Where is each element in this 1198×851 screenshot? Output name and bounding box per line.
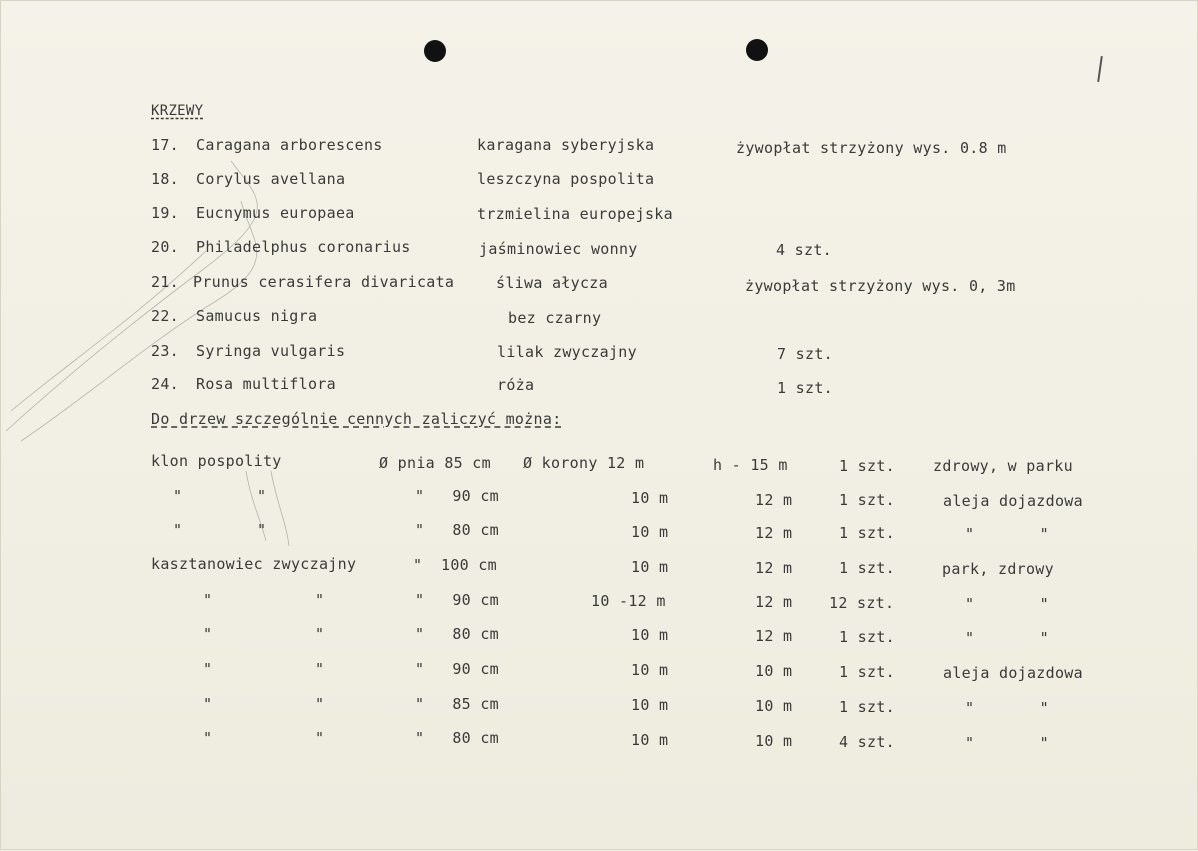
trunk-diameter: " 85 cm [415,695,499,713]
trees-heading: Do drzew szczególnie cennych zaliczyć można: [151,410,562,428]
tree-height: h - 15 m [713,456,788,474]
latin-name: Syringa vulgaris [196,342,346,360]
pen-mark [1097,56,1103,82]
polish-name: bez czarny [508,309,602,327]
tree-name: " " [173,487,267,505]
trunk-diameter: " 80 cm [415,521,499,539]
tree-remarks: " " [965,629,1049,647]
polish-name: jaśminowiec wonny [479,240,638,258]
trunk-diameter: " 90 cm [415,591,499,609]
trunk-diameter: " 100 cm [413,556,497,574]
tree-name: klon pospolity [151,452,282,470]
trunk-diameter: Ø pnia 85 cm [379,454,491,472]
tree-height: 12 m [755,593,793,611]
item-note: 4 szt. [776,241,832,259]
trunk-diameter: " 80 cm [415,625,499,643]
latin-name: Eucnymus europaea [196,204,355,222]
tree-height: 12 m [755,524,793,542]
tree-name: " " [203,695,325,713]
tree-remarks: " " [965,595,1049,613]
item-number: 24. [151,375,179,393]
crown-diameter: 10 m [631,523,669,541]
tree-count: 1 szt. [839,663,895,681]
tree-remarks: park, zdrowy [942,560,1054,578]
tree-count: 4 szt. [839,733,895,751]
tree-name: " " [203,729,325,747]
item-number: 20. [151,238,179,256]
tree-remarks: " " [965,699,1049,717]
item-note: 1 szt. [777,379,833,397]
crown-diameter: 10 m [631,696,669,714]
crown-diameter: Ø korony 12 m [523,454,645,472]
tree-count: 1 szt. [839,559,895,577]
crown-diameter: 10 m [631,661,669,679]
tree-remarks: zdrowy, w parku [933,457,1073,475]
latin-name: Corylus avellana [196,170,346,188]
latin-name: Samucus nigra [196,307,318,325]
trunk-diameter: " 90 cm [415,660,499,678]
tree-height: 12 m [755,627,793,645]
polish-name: leszczyna pospolita [477,170,655,188]
tree-name: kasztanowiec zwyczajny [151,555,357,573]
tree-count: 1 szt. [839,457,895,475]
tree-height: 12 m [755,491,793,509]
item-number: 22. [151,307,179,325]
latin-name: Prunus cerasifera divaricata [193,273,455,291]
punch-hole-left [424,40,446,62]
crown-diameter: 10 m [631,626,669,644]
tree-remarks: aleja dojazdowa [943,492,1083,510]
tree-name: " " [203,591,325,609]
tree-name: " " [203,660,325,678]
tree-name: " " [203,625,325,643]
item-number: 21. [151,273,179,291]
tree-count: 12 szt. [829,594,895,612]
item-note: żywopłat strzyżony wys. 0, 3m [745,277,1016,295]
polish-name: trzmielina europejska [477,205,673,223]
tree-height: 12 m [755,559,793,577]
tree-count: 1 szt. [839,491,895,509]
item-number: 18. [151,170,179,188]
polish-name: śliwa ałycza [496,274,608,292]
latin-name: Rosa multiflora [196,375,336,393]
tree-count: 1 szt. [839,524,895,542]
crown-diameter: 10 -12 m [591,592,666,610]
trunk-diameter: " 90 cm [415,487,499,505]
crown-diameter: 10 m [631,731,669,749]
crown-diameter: 10 m [631,489,669,507]
latin-name: Philadelphus coronarius [196,238,411,256]
item-number: 23. [151,342,179,360]
item-number: 19. [151,204,179,222]
tree-height: 10 m [755,732,793,750]
item-number: 17. [151,136,179,154]
punch-hole-right [746,39,768,61]
section-title: KRZEWY [151,103,204,119]
polish-name: lilak zwyczajny [497,343,637,361]
trunk-diameter: " 80 cm [415,729,499,747]
tree-remarks: " " [965,525,1049,543]
tree-count: 1 szt. [839,698,895,716]
tree-height: 10 m [755,662,793,680]
tree-name: " " [173,521,267,539]
item-note: żywopłat strzyżony wys. 0.8 m [736,139,1007,157]
polish-name: róża [497,376,535,394]
latin-name: Caragana arborescens [196,136,383,154]
tree-count: 1 szt. [839,628,895,646]
tree-height: 10 m [755,697,793,715]
crown-diameter: 10 m [631,558,669,576]
item-note: 7 szt. [777,345,833,363]
tree-remarks: aleja dojazdowa [943,664,1083,682]
polish-name: karagana syberyjska [477,136,655,154]
tree-remarks: " " [965,734,1049,752]
